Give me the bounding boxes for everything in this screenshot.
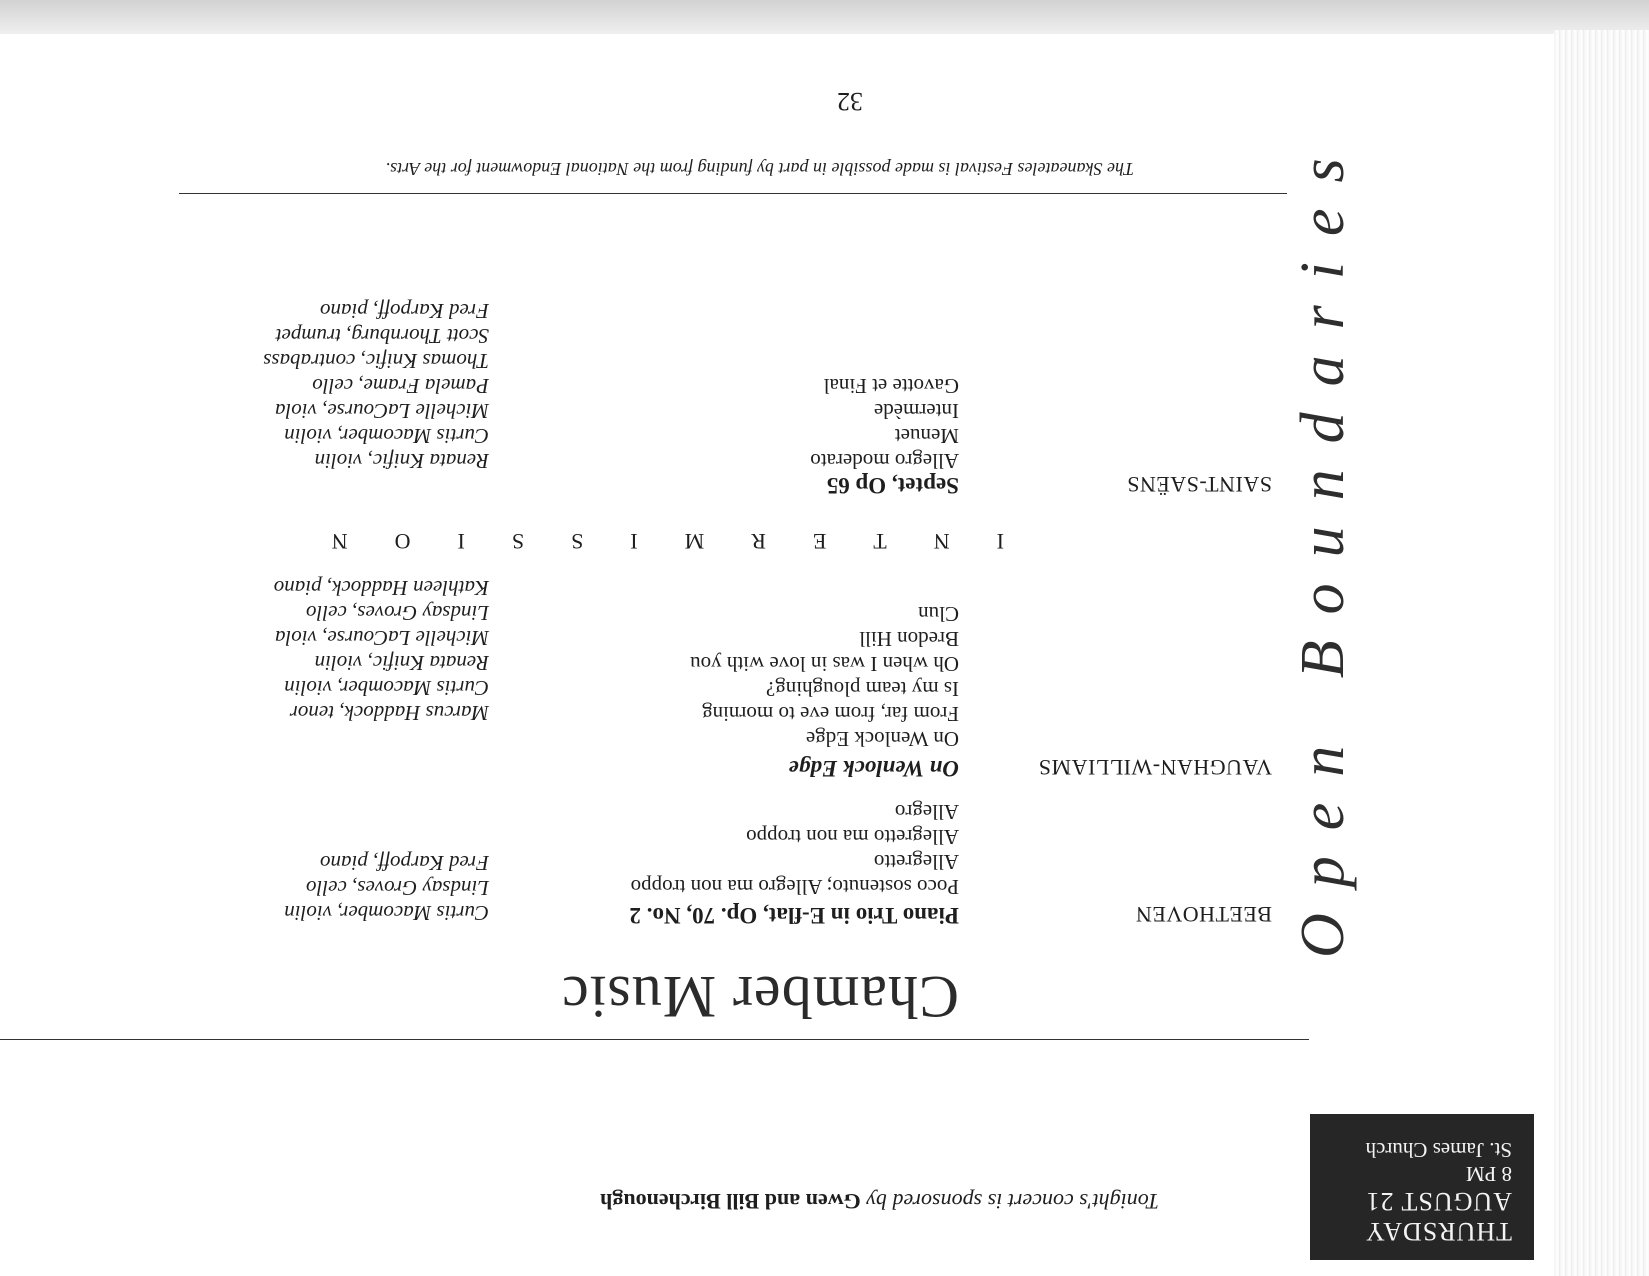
performer: Fred Karpoff, piano [320, 299, 489, 323]
movement: Is my team ploughing? [765, 677, 959, 701]
movement: Menuet [894, 424, 959, 448]
work-beethoven: Piano Trio in E-flat, Op. 70, No. 2 [629, 903, 959, 928]
event-venue: St. James Church [1365, 1138, 1512, 1162]
series-title-vertical [1289, 28, 1357, 958]
composer-saint-saens: SAINT-SAËNS [1126, 472, 1272, 497]
date-box [1310, 1114, 1534, 1260]
performer: Lindsay Groves, cello [306, 876, 489, 900]
series-title: Open Boundaries [1289, 132, 1357, 958]
performer: Renata Knific, violin [314, 449, 489, 473]
work-vaughan-williams: On Wenlock Edge [788, 756, 959, 781]
movement: Clun [918, 602, 959, 626]
sponsor-prefix: Tonight's concert is sponsored by [860, 1189, 1159, 1214]
movement: On Wenlock Edge [805, 727, 959, 751]
event-date: AUGUST 21 [1365, 1187, 1512, 1216]
composer-beethoven: BEETHOVEN [1135, 902, 1272, 927]
page-number: 32 [837, 87, 863, 116]
work-saint-saens: Septet, Op 65 [826, 473, 959, 498]
performer: Curtis Macomber, violin [284, 676, 489, 700]
movement: Allegretto ma non troppo [746, 825, 959, 849]
composer-vaughan-williams: VAUGHAN-WILLIAMS [1038, 755, 1272, 780]
movement: Bredon Hill [859, 627, 959, 651]
funding-note: The Skaneateles Festival is made possible in part by funding from the National Endowment for the Arts. [385, 159, 1134, 179]
performer: Pamela Frame, cello [312, 374, 489, 398]
movement: From far, from eve to morning [702, 702, 959, 726]
performer: Curtis Macomber, violin [284, 901, 489, 925]
page-title: Chamber Music [561, 964, 959, 1030]
divider-top [0, 1039, 1309, 1040]
movement: Allegro moderato [810, 449, 959, 473]
performer: Lindsay Groves, cello [306, 601, 489, 625]
sponsor-names: Gwen and Bill Birchenough [600, 1189, 861, 1214]
performer: Scott Thornburg, trumpet [275, 324, 489, 348]
performer: Michelle LaCourse, viola [274, 399, 489, 423]
performer: Fred Karpoff, piano [320, 851, 489, 875]
performer: Renata Knific, violin [314, 651, 489, 675]
performer: Curtis Macomber, violin [284, 424, 489, 448]
movement: Allegretto [873, 850, 959, 874]
performer: Kathleen Haddock, piano [273, 576, 489, 600]
performer: Michelle LaCourse, viola [274, 626, 489, 650]
movement: Oh when I was in love with you [690, 652, 959, 676]
intermission-label: INTERMISSION [284, 529, 1004, 554]
event-time: 8 PM [1465, 1162, 1512, 1186]
divider-bottom [179, 193, 1287, 194]
performer: Marcus Haddock, tenor [289, 701, 489, 725]
movement: Poco sostenuto; Allegro ma non troppo [630, 875, 959, 899]
movement: Intermède [873, 399, 959, 423]
movement: Allegro [894, 800, 959, 824]
performer: Thomas Knific, contrabass [263, 349, 489, 373]
event-day: THURSDAY [1364, 1217, 1512, 1246]
sponsor-line [600, 1188, 1159, 1214]
movement: Gavotte et Final [823, 374, 959, 398]
